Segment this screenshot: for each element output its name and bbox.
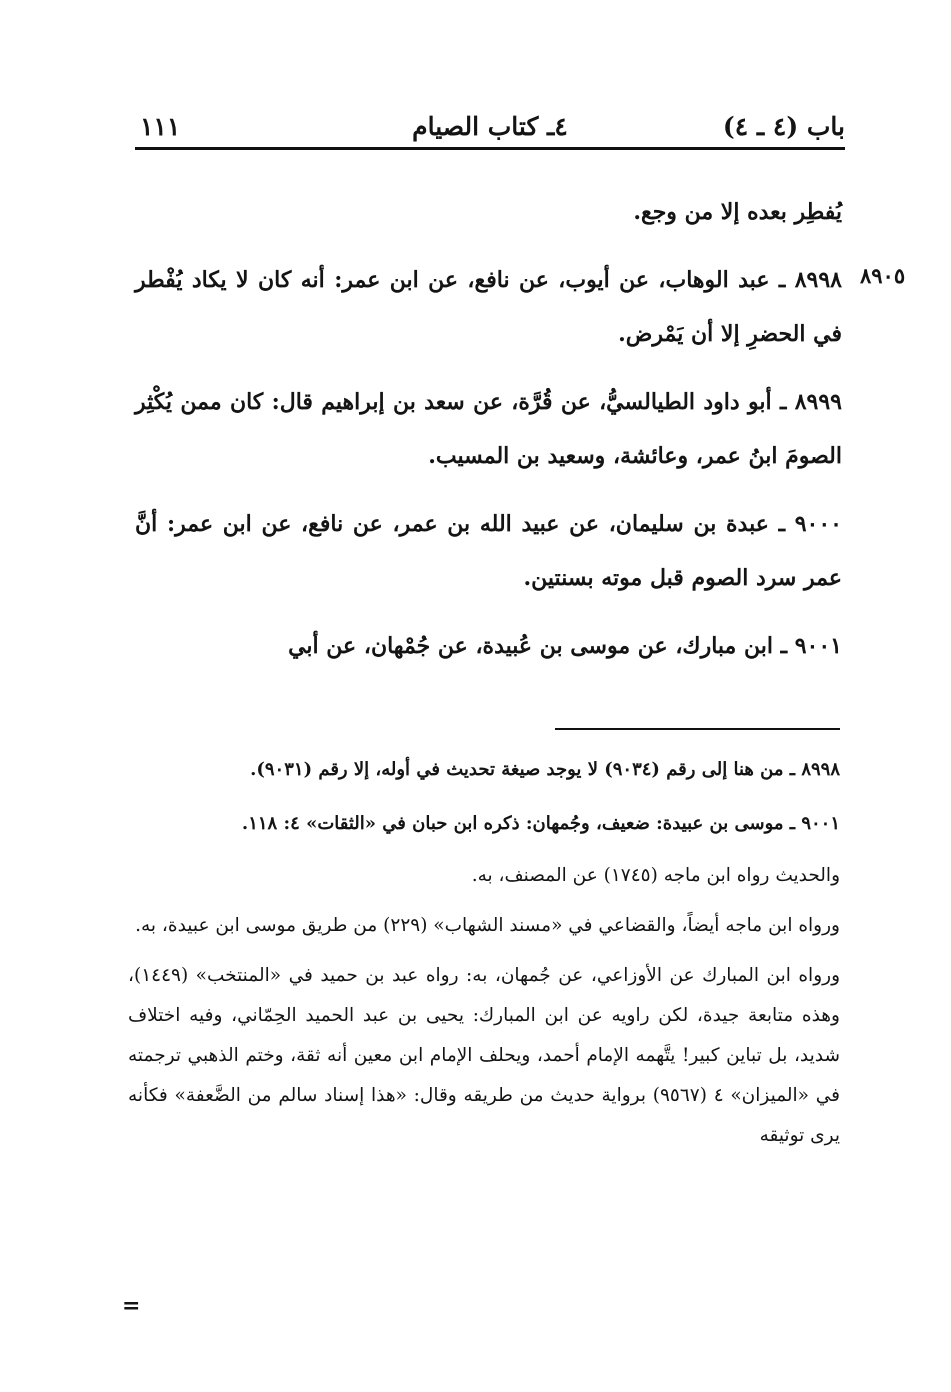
text-continuation: يُفطِر بعده إلا من وجع. <box>633 199 842 225</box>
hadith-9001: ٩٠٠١ ـ ابن مبارك، عن موسى بن عُبيدة، عن جُمْهان، عن أبي <box>288 633 842 659</box>
continuation-mark: = <box>122 1293 141 1319</box>
main-text <box>135 185 842 687</box>
chapter-heading: باب (٤ ـ ٤) <box>722 112 845 141</box>
footnote-paragraph: والحديث رواه ابن ماجه (١٧٤٥) عن المصنف، به. <box>471 865 840 886</box>
hadith-8998: ٨٩٩٨ ـ عبد الوهاب، عن أيوب، عن نافع، عن ابن عمر: أنه كان لا يكاد يُفْطر في الحضرِ إلا أن يَمْرض. <box>135 267 842 347</box>
margin-number: ٨٩٠٥ <box>860 263 906 288</box>
footnote-9001: ٩٠٠١ ـ موسى بن عبيدة: ضعيف، وجُمهان: ذكره ابن حبان في «الثقات» ٤: ١١٨. <box>241 813 840 834</box>
footnote-separator <box>555 728 840 730</box>
footnote-paragraph: ورواه ابن المبارك عن الأوزاعي، عن جُمهان، به: رواه عبد بن حميد في «المنتخب» (١٤٤٩)، وهذه متابعة جيدة، لكن راويه عن ابن المبارك: يحيى بن عبد الحميد الحِمّاني، وفيه اختلاف شديد، بل تباين كبير! يتَّهمه الإمام أحمد، ويحلف الإمام ابن معين أنه ثقة، وختم الذهبي ترجمته في «الميزان» ٤ (٩٥٦٧) برواية حديث من طريقه وقال: «هذا إسناد سالم من الضَّعفة» فكأنه يرى توثيقه <box>128 965 840 1146</box>
book-title: ٤ـ كتاب الصيام <box>412 112 568 141</box>
header-rule <box>135 147 845 150</box>
footnote-8998: ٨٩٩٨ ـ من هنا إلى رقم (٩٠٣٤) لا يوجد صيغة تحديث في أوله، إلا رقم (٩٠٣١). <box>250 759 840 780</box>
footnote-paragraph: ورواه ابن ماجه أيضاً، والقضاعي في «مسند الشهاب» (٢٢٩) من طريق موسى ابن عبيدة، به. <box>135 915 840 936</box>
hadith-8999: ٨٩٩٩ ـ أبو داود الطيالسيُّ، عن قُرَّة، عن سعد بن إبراهيم قال: كان ممن يُكْثِر الصومَ ابنُ عمر، وعائشة، وسعيد بن المسيب. <box>135 389 842 469</box>
page-number: ١١١ <box>140 112 181 141</box>
footnotes <box>128 748 840 1166</box>
hadith-9000: ٩٠٠٠ ـ عبدة بن سليمان، عن عبيد الله بن عمر، عن نافع، عن ابن عمر: أنَّ عمر سرد الصوم قبل موته بسنتين. <box>135 511 842 591</box>
page-header <box>135 110 845 146</box>
